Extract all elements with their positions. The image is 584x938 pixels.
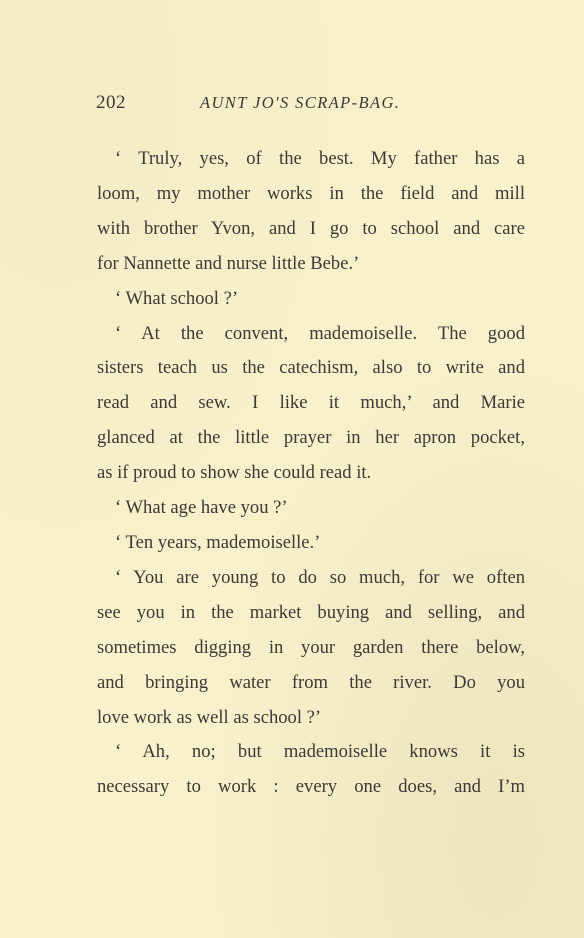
text-line: for Nannette and nurse little Bebe.’	[97, 252, 360, 274]
text-line: loom, my mother works in the field and mill	[97, 182, 525, 204]
text-line: sisters teach us the catechism, also to write and	[97, 357, 525, 379]
paragraph-1	[97, 142, 525, 282]
paragraph-2	[97, 282, 525, 317]
body-text	[97, 142, 525, 805]
text-line: read and sew. I like it much,’ and Marie	[97, 392, 525, 414]
text-line: with brother Yvon, and I go to school and care	[97, 217, 525, 239]
text-line: glanced at the little prayer in her apron pocket,	[97, 427, 525, 449]
text-line: see you in the market buying and selling, and	[97, 601, 525, 623]
text-line: ‘ At the convent, mademoiselle. The good	[115, 322, 525, 344]
text-line: ‘ What school ?’	[115, 287, 239, 309]
paragraph-4	[97, 491, 525, 526]
text-line: as if proud to show she could read it.	[97, 462, 372, 484]
text-line: and bringing water from the river. Do you	[97, 671, 525, 693]
text-line: ‘ What age have you ?’	[115, 497, 288, 519]
text-line: ‘ Truly, yes, of the best. My father has a	[115, 148, 525, 169]
paragraph-5	[97, 526, 525, 561]
text-line: ‘ Ah, no; but mademoiselle knows it is	[115, 741, 525, 763]
running-title: AUNT JO'S SCRAP-BAG.	[200, 93, 401, 112]
page-number: 202	[96, 92, 126, 113]
text-line: love work as well as school ?’	[97, 706, 322, 728]
paragraph-7	[97, 735, 525, 805]
text-line: necessary to work : every one does, and I’m	[97, 776, 525, 798]
paragraph-3	[97, 317, 525, 492]
text-line: ‘ Ten years, mademoiselle.’	[115, 531, 321, 553]
text-line: ‘ You are young to do so much, for we often	[115, 566, 525, 588]
paragraph-6	[97, 561, 525, 736]
text-line: sometimes digging in your garden there below,	[97, 636, 525, 658]
page-header	[96, 92, 526, 118]
